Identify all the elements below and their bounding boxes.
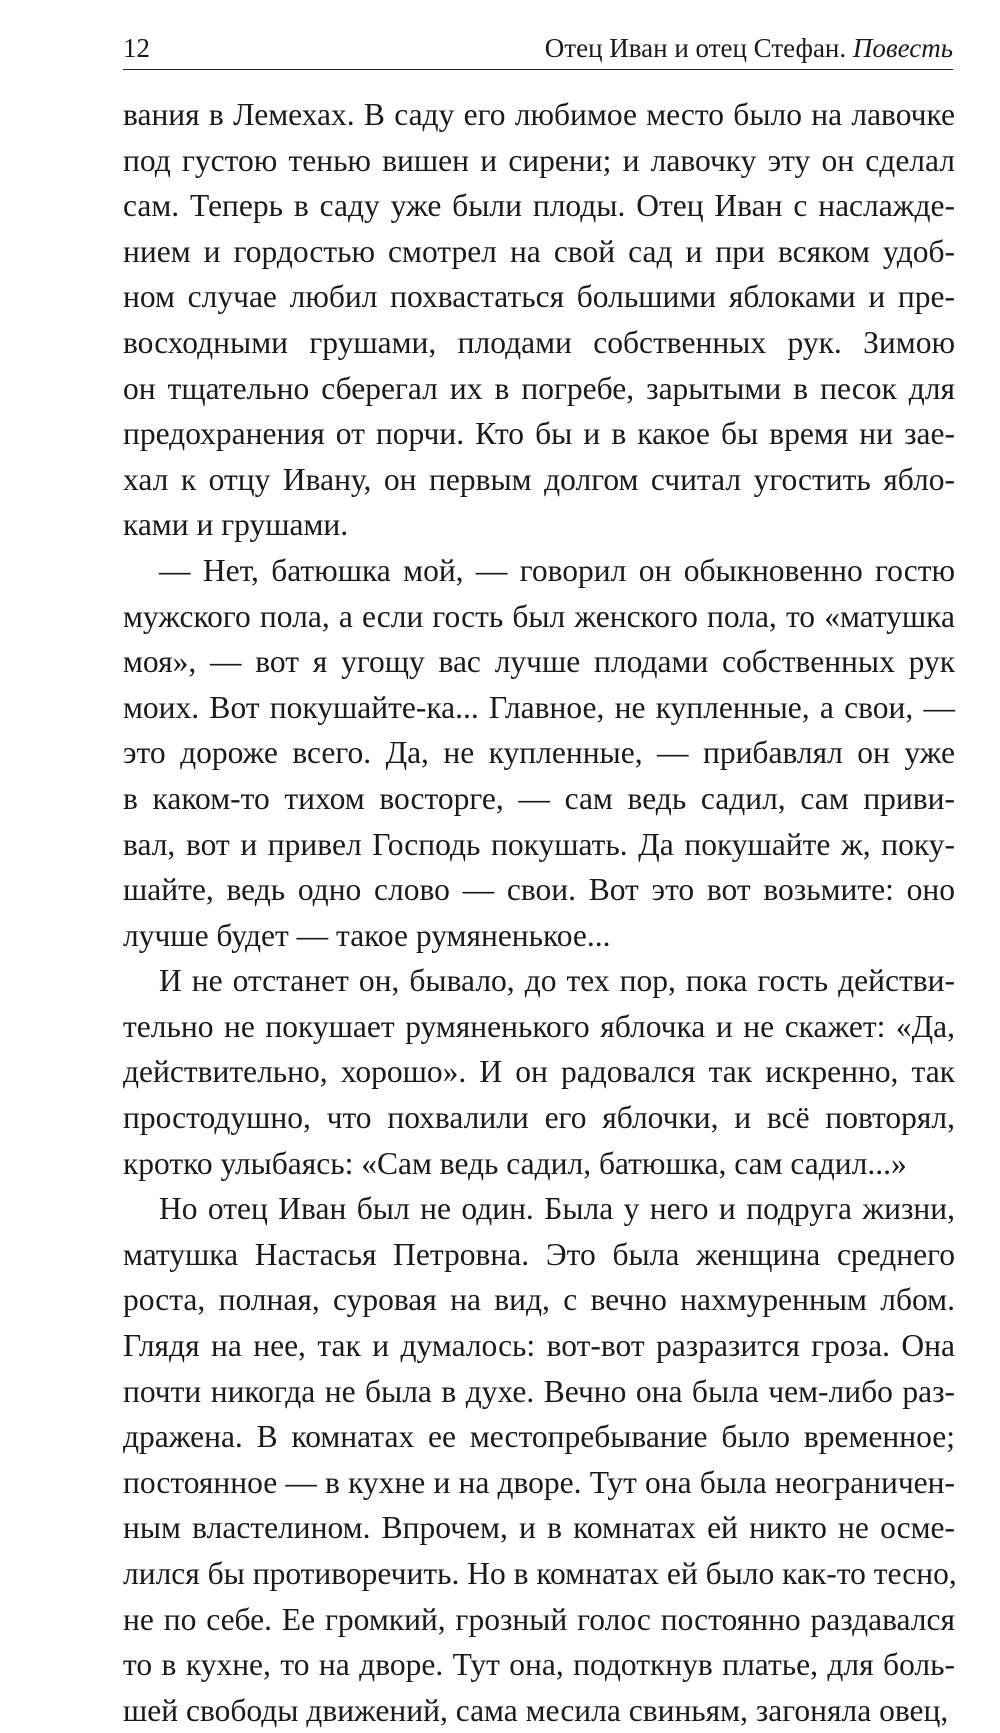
- text-line: восходными грушами, плодами собственных рук. Зимою: [123, 324, 955, 360]
- paragraph: [123, 92, 955, 548]
- page-body: [123, 92, 955, 1733]
- text-line: шайте, ведь одно слово — свои. Вот это вот возьмите: оно: [123, 872, 955, 908]
- paragraph: [123, 548, 955, 958]
- text-line: И не отстанет он, бывало, до тех пор, пока гость действи-: [159, 963, 955, 999]
- text-line: лучше будет — такое румяненькое...: [123, 917, 611, 953]
- running-title: [545, 32, 953, 64]
- paragraph: [123, 958, 955, 1186]
- text-line: шей свободы движений, сама месила свиньям, загоняла овец,: [123, 1692, 949, 1728]
- text-line: моя», — вот я угощу вас лучше плодами собственных рук: [123, 644, 955, 680]
- text-line: не по себе. Ее громкий, грозный голос постоянно раздавался: [123, 1601, 955, 1637]
- text-line: сам. Теперь в саду уже были плоды. Отец Иван с наслажде-: [123, 188, 955, 224]
- text-line: лился бы противоречить. Но в комнатах ей было как-то тесно,: [123, 1556, 957, 1591]
- text-line: мужского пола, а если гость был женского пола, то «матушка: [123, 598, 955, 634]
- text-line: моих. Вот покушайте-ка... Главное, не купленные, а свои, —: [123, 689, 955, 725]
- text-line: хал к отцу Ивану, он первым долгом считал угостить ябло-: [123, 461, 955, 497]
- text-line: в каком-то тихом восторге, — сам ведь садил, сам приви-: [123, 780, 955, 816]
- text-line: нием и гордостью смотрел на свой сад и при всяком удоб-: [123, 233, 955, 269]
- text-line: матушка Настасья Петровна. Это была женщина среднего: [123, 1236, 955, 1272]
- text-line: предохранения от порчи. Кто бы и в какое бы время ни зае-: [123, 416, 955, 452]
- text-line: — Нет, батюшка мой, — говорил он обыкновенно гостю: [159, 552, 955, 588]
- text-line: кротко улыбаясь: «Сам ведь садил, батюшка, сам садил...»: [123, 1145, 907, 1181]
- text-line: дражена. В комнатах ее местопребывание было временное;: [123, 1419, 955, 1455]
- text-line: ками и грушами.: [123, 507, 349, 543]
- text-line: это дороже всего. Да, не купленные, — прибавлял он уже: [123, 735, 955, 771]
- text-line: вал, вот и привел Господь покушать. Да покушайте ж, поку-: [123, 826, 955, 862]
- text-line: Но отец Иван был не один. Была у него и подруга жизни,: [159, 1191, 955, 1227]
- page-number: 12: [123, 33, 150, 63]
- text-line: Глядя на нее, так и думалось: вот-вот разразится гроза. Она: [123, 1328, 955, 1364]
- text-line: тельно не покушает румяненького яблочка и не скажет: «Да,: [123, 1008, 955, 1044]
- text-line: ным властелином. Впрочем, и в комнатах ей никто не осме-: [123, 1510, 955, 1546]
- text-line: почти никогда не была в духе. Вечно она была чем-либо раз-: [123, 1373, 955, 1409]
- paragraph: [123, 1186, 955, 1733]
- text-line: простодушно, что похвалили его яблочки, и всё повторял,: [123, 1100, 955, 1136]
- text-line: вания в Лемехах. В саду его любимое место было на лавочке: [123, 97, 955, 132]
- text-line: он тщательно сберегал их в погребе, зарытыми в песок для: [123, 370, 955, 406]
- text-line: под густою тенью вишен и сирени; и лавочку эту он сделал: [123, 142, 955, 178]
- text-line: постоянное — в кухне и на дворе. Тут она была неограничен-: [123, 1464, 955, 1500]
- text-line: ном случае любил похвастаться большими яблоками и пре-: [123, 279, 955, 315]
- text-line: то в кухне, то на дворе. Тут она, подоткнув платье, для боль-: [123, 1647, 955, 1683]
- book-genre: Повесть: [852, 33, 953, 63]
- running-header: [123, 30, 953, 70]
- text-line: действительно, хорошо». И он радовался так искренно, так: [123, 1054, 955, 1090]
- text-line: роста, полная, суровая на вид, с вечно нахмуренным лбом.: [123, 1282, 955, 1318]
- book-title: Отец Иван и отец Стефан.: [544, 33, 847, 63]
